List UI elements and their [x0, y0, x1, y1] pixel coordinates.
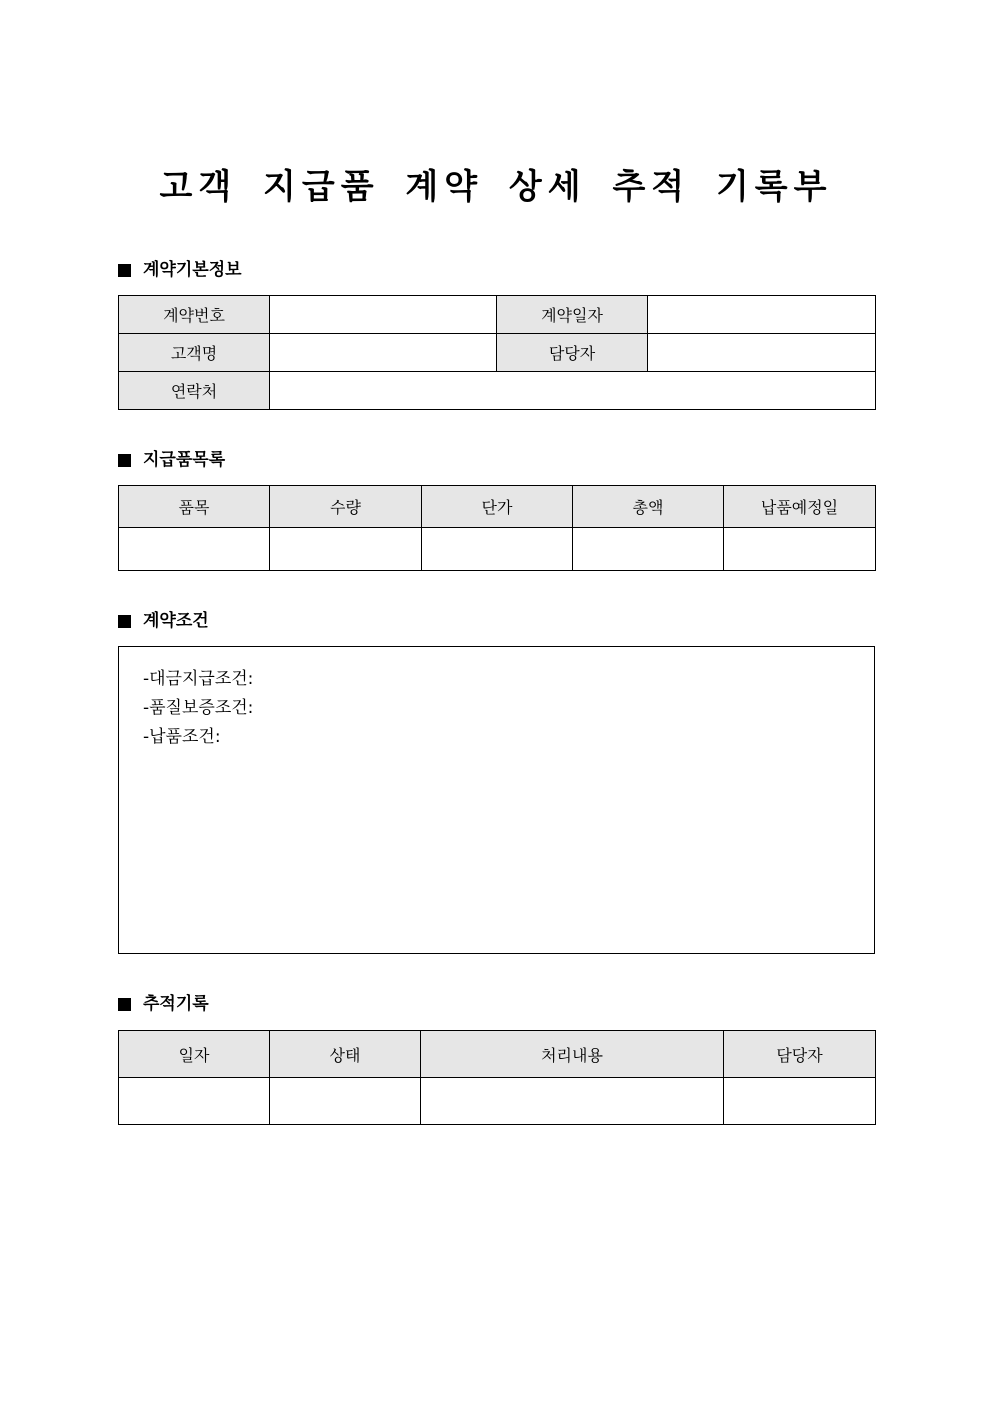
quality-warranty-condition-line: -품질보증조건: [143, 698, 254, 718]
document-title: 고객 지급품 계약 상세 추적 기록부 [159, 167, 833, 207]
section-heading-label: 추적기록 [143, 994, 209, 1014]
column-header-delivery-date: 납품예정일 [724, 486, 876, 528]
column-header-total: 총액 [573, 486, 724, 528]
items-table [118, 485, 876, 571]
table-header-row [119, 486, 876, 528]
total-cell[interactable] [573, 528, 724, 571]
quantity-cell[interactable] [270, 528, 422, 571]
item-cell[interactable] [119, 528, 270, 571]
section-heading-label: 지급품목록 [143, 450, 226, 470]
square-bullet-icon [118, 615, 131, 628]
section-heading-label: 계약기본정보 [143, 260, 242, 280]
details-cell[interactable] [421, 1078, 724, 1125]
table-row [119, 296, 876, 334]
section-heading-basic-info [118, 258, 242, 282]
contract-date-field[interactable] [648, 296, 876, 334]
column-header-quantity: 수량 [270, 486, 422, 528]
conditions-box[interactable] [118, 646, 875, 954]
square-bullet-icon [118, 998, 131, 1011]
customer-name-label: 고객명 [119, 334, 270, 372]
delivery-date-cell[interactable] [724, 528, 876, 571]
column-header-date: 일자 [119, 1031, 270, 1078]
section-heading-label: 계약조건 [143, 611, 209, 631]
table-header-row [119, 1031, 876, 1078]
manager-cell[interactable] [724, 1078, 876, 1125]
contract-date-label: 계약일자 [497, 296, 648, 334]
contract-number-label: 계약번호 [119, 296, 270, 334]
contact-label: 연락처 [119, 372, 270, 410]
status-cell[interactable] [270, 1078, 421, 1125]
square-bullet-icon [118, 264, 131, 277]
column-header-item: 품목 [119, 486, 270, 528]
basic-info-table [118, 295, 876, 410]
table-row [119, 528, 876, 571]
square-bullet-icon [118, 454, 131, 467]
section-heading-items [118, 448, 225, 472]
date-cell[interactable] [119, 1078, 270, 1125]
tracking-table [118, 1030, 876, 1125]
manager-label: 담당자 [497, 334, 648, 372]
contract-number-field[interactable] [270, 296, 497, 334]
section-heading-conditions [118, 609, 209, 633]
payment-condition-line: -대금지급조건: [143, 669, 254, 689]
delivery-condition-line: -납품조건: [143, 727, 221, 747]
column-header-details: 처리내용 [421, 1031, 724, 1078]
customer-name-field[interactable] [270, 334, 497, 372]
section-heading-tracking [118, 992, 209, 1016]
table-row [119, 334, 876, 372]
contact-field[interactable] [270, 372, 876, 410]
unit-price-cell[interactable] [422, 528, 573, 571]
manager-field[interactable] [648, 334, 876, 372]
table-row [119, 372, 876, 410]
column-header-manager: 담당자 [724, 1031, 876, 1078]
column-header-unit-price: 단가 [422, 486, 573, 528]
table-row [119, 1078, 876, 1125]
column-header-status: 상태 [270, 1031, 421, 1078]
